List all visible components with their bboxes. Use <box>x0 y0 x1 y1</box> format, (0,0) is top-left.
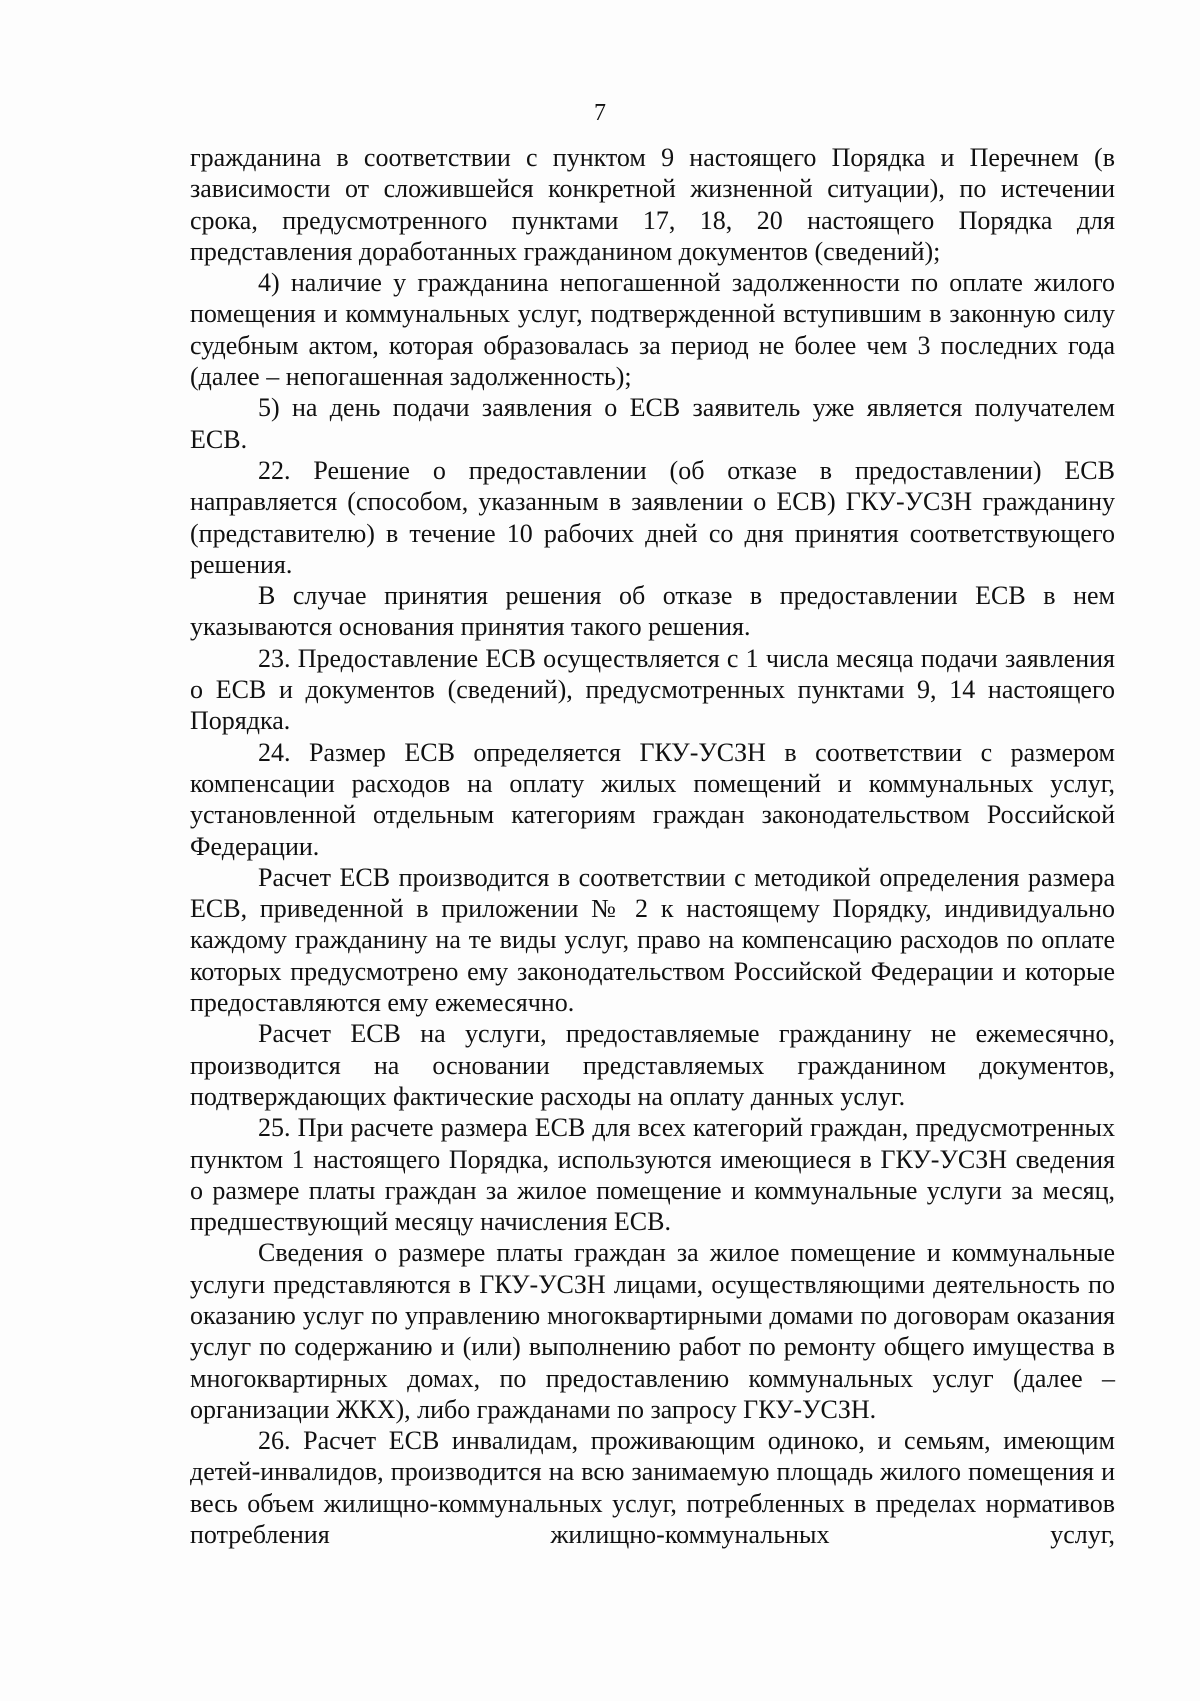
paragraph-item-4: 4) наличие у гражданина непогашенной задолженности по оплате жилого помещения и коммунальных услуг, подтвержденной вступившим в законную силу судебным актом, которая образовалась за период не более чем 3 последних года (далее – непогашенная задолженность); <box>190 268 1115 392</box>
paragraph-item-5: 5) на день подачи заявления о ЕСВ заявитель уже является получателем ЕСВ. <box>190 393 1115 454</box>
document-body <box>190 142 1115 1550</box>
paragraph-clause-25-information: Сведения о размере платы граждан за жилое помещение и коммунальные услуги представляются в ГКУ-УСЗН лицами, осуществляющими деятельность по оказанию услуг по управлению многоквартирными домами по договорам оказания услуг по содержанию и (или) выполнению работ по ремонту общего имущества в многоквартирных домах, по предоставлению коммунальных услуг (далее – организации ЖКХ), либо гражданами по запросу ГКУ-УСЗН. <box>190 1238 1115 1424</box>
paragraph-clause-24: 24. Размер ЕСВ определяется ГКУ-УСЗН в соответствии с размером компенсации расходов на оплату жилых помещений и коммунальных услуг, установленной отдельным категориям граждан законодательством Российской Федерации. <box>190 737 1115 861</box>
paragraph-clause-22: 22. Решение о предоставлении (об отказе в предоставлении) ЕСВ направляется (способом, указанным в заявлении о ЕСВ) ГКУ-УСЗН гражданину (представителю) в течение 10 рабочих дней со дня принятия соответствующего решения. <box>190 455 1115 579</box>
paragraph-clause-26: 26. Расчет ЕСВ инвалидам, проживающим одиноко, и семьям, имеющим детей-инвалидов, производится на всю занимаемую площадь жилого помещения и весь объем жилищно-коммунальных услуг, потребленных в пределах нормативов потребления жилищно-коммунальных услуг, <box>190 1426 1115 1550</box>
paragraph-clause-24-non-monthly: Расчет ЕСВ на услуги, предоставляемые гражданину не ежемесячно, производится на основании представляемых гражданином документов, подтверждающих фактические расходы на оплату данных услуг. <box>190 1019 1115 1111</box>
paragraph-clause-22-refusal: В случае принятия решения об отказе в предоставлении ЕСВ в нем указываются основания принятия такого решения. <box>190 581 1115 642</box>
page-number: 7 <box>594 100 606 126</box>
paragraph-clause-25: 25. При расчете размера ЕСВ для всех категорий граждан, предусмотренных пунктом 1 настоящего Порядка, используются имеющиеся в ГКУ-УСЗН сведения о размере платы граждан за жилое помещение и коммунальные услуги за месяц, предшествующий месяцу начисления ЕСВ. <box>190 1113 1115 1237</box>
paragraph-continuation: гражданина в соответствии с пунктом 9 настоящего Порядка и Перечнем (в зависимости от сложившейся конкретной жизненной ситуации), по истечении срока, предусмотренного пунктами 17, 18, 20 настоящего Порядка для представления доработанных гражданином документов (сведений); <box>190 143 1115 266</box>
paragraph-clause-23: 23. Предоставление ЕСВ осуществляется с 1 числа месяца подачи заявления о ЕСВ и документов (сведений), предусмотренных пунктами 9, 14 настоящего Порядка. <box>190 643 1115 736</box>
paragraph-clause-24-calculation: Расчет ЕСВ производится в соответствии с методикой определения размера ЕСВ, приведенной в приложении № 2 к настоящему Порядку, индивидуально каждому гражданину на те виды услуг, право на компенсацию расходов по оплате которых предусмотрено ему законодательством Российской Федерации и которые предоставляются ему ежемесячно. <box>190 862 1115 1018</box>
